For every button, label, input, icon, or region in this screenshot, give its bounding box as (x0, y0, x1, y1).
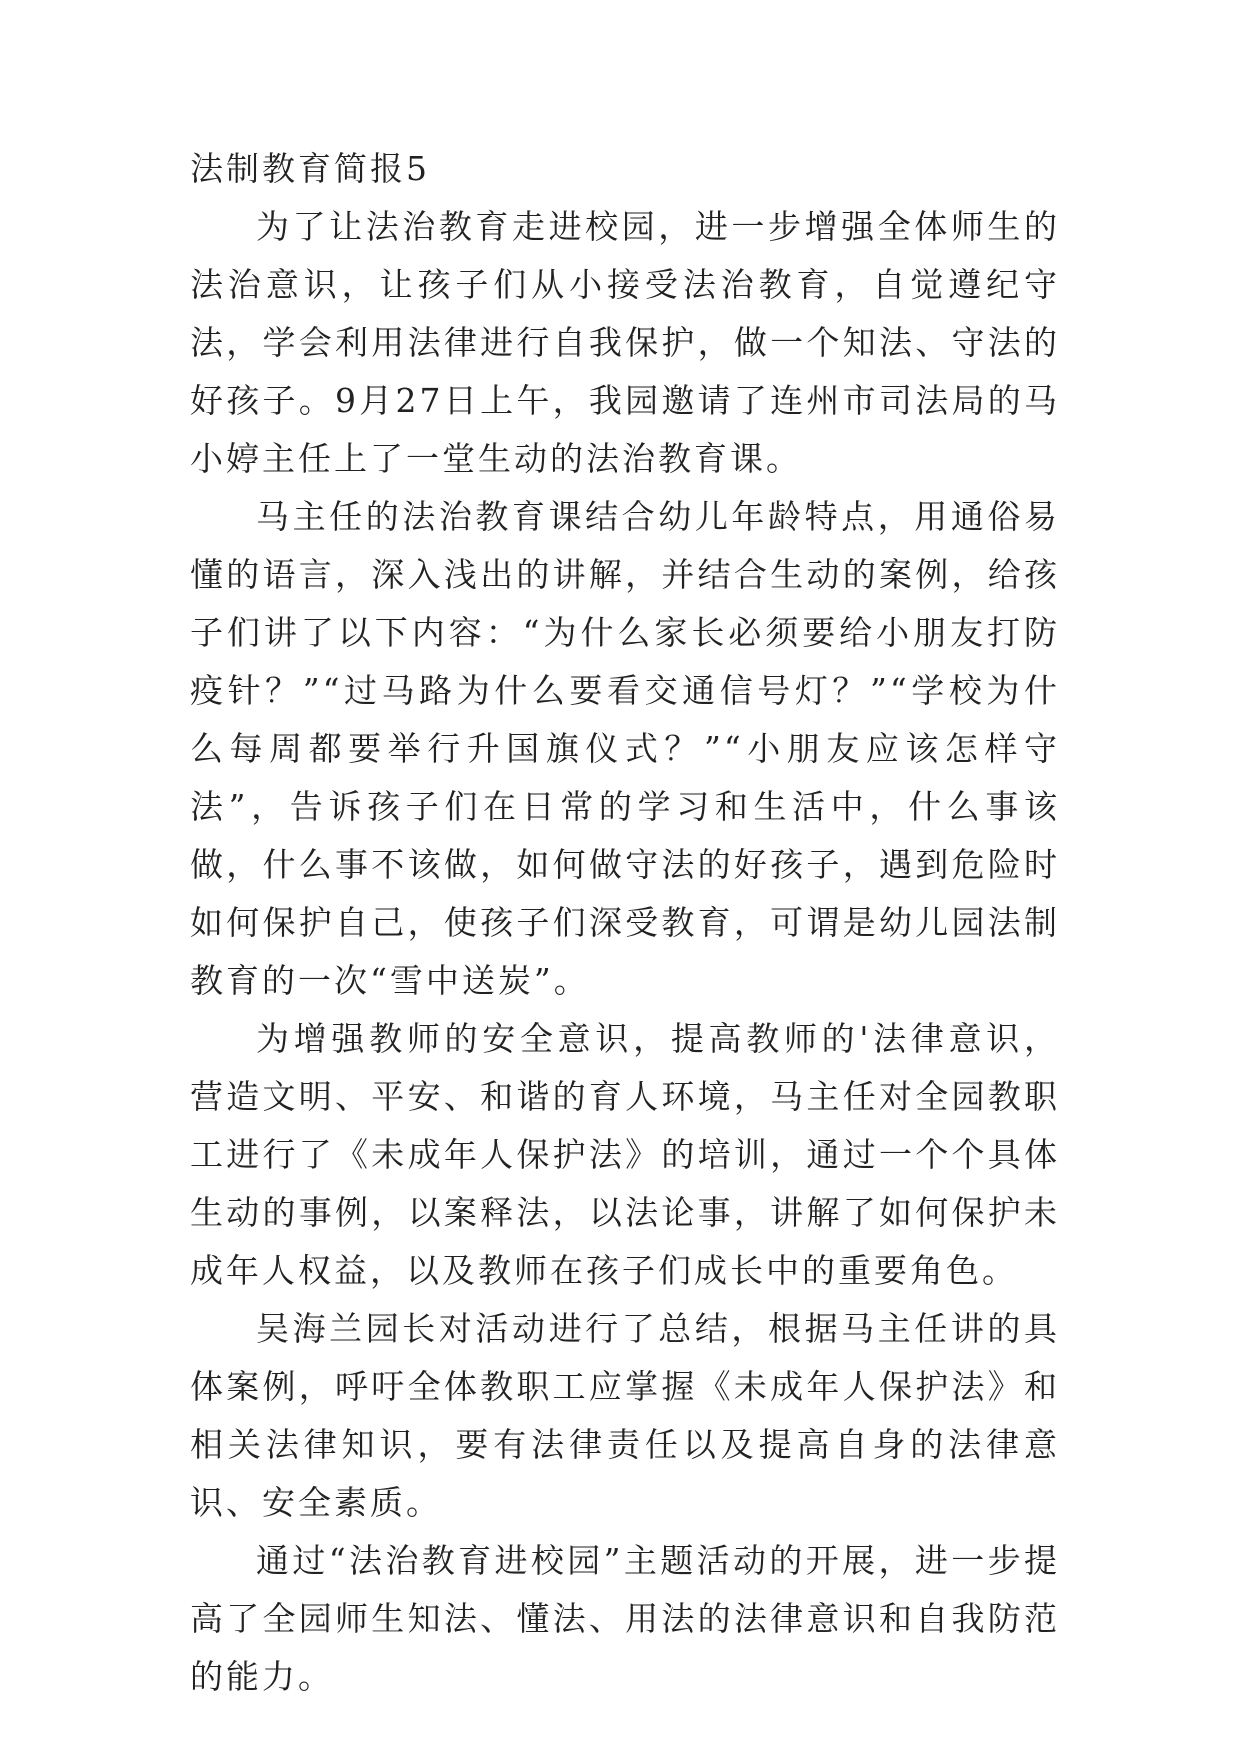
document-body (190, 140, 1060, 1706)
paragraph-intro: 为了让法治教育走进校园，进一步增强全体师生的法治意识，让孩子们从小接受法治教育，自觉遵纪守法，学会利用法律进行自我保护，做一个知法、守法的好孩子。9月27日上午，我园邀请了连州市司法局的马小婷主任上了一堂生动的法治教育课。 (190, 207, 1060, 478)
paragraph-lesson-content: 马主任的法治教育课结合幼儿年龄特点，用通俗易懂的语言，深入浅出的讲解，并结合生动的案例，给孩子们讲了以下内容：“为什么家长必须要给小朋友打防疫针？”“过马路为什么要看交通信号灯？”“学校为什么每周都要举行升国旗仪式？”“小朋友应该怎样守法”，告诉孩子们在日常的学习和生活中，什么事该做，什么事不该做，如何做守法的好孩子，遇到危险时如何保护自己，使孩子们深受教育，可谓是幼儿园法制教育的一次“雪中送炭”。 (190, 497, 1060, 1000)
document-title: 法制教育简报5 (190, 149, 430, 188)
paragraph-conclusion: 通过“法治教育进校园”主题活动的开展，进一步提高了全园师生知法、懂法、用法的法律意识和自我防范的能力。 (190, 1541, 1060, 1696)
paragraph-principal-summary: 吴海兰园长对活动进行了总结，根据马主任讲的具体案例，呼吁全体教职工应掌握《未成年人保护法》和相关法律知识，要有法律责任以及提高自身的法律意识、安全素质。 (190, 1309, 1060, 1522)
paragraph-teacher-training: 为增强教师的安全意识，提高教师的'法律意识，营造文明、平安、和谐的育人环境，马主任对全园教职工进行了《未成年人保护法》的培训，通过一个个具体生动的事例，以案释法，以法论事，讲解了如何保护未成年人权益，以及教师在孩子们成长中的重要角色。 (190, 1019, 1060, 1290)
